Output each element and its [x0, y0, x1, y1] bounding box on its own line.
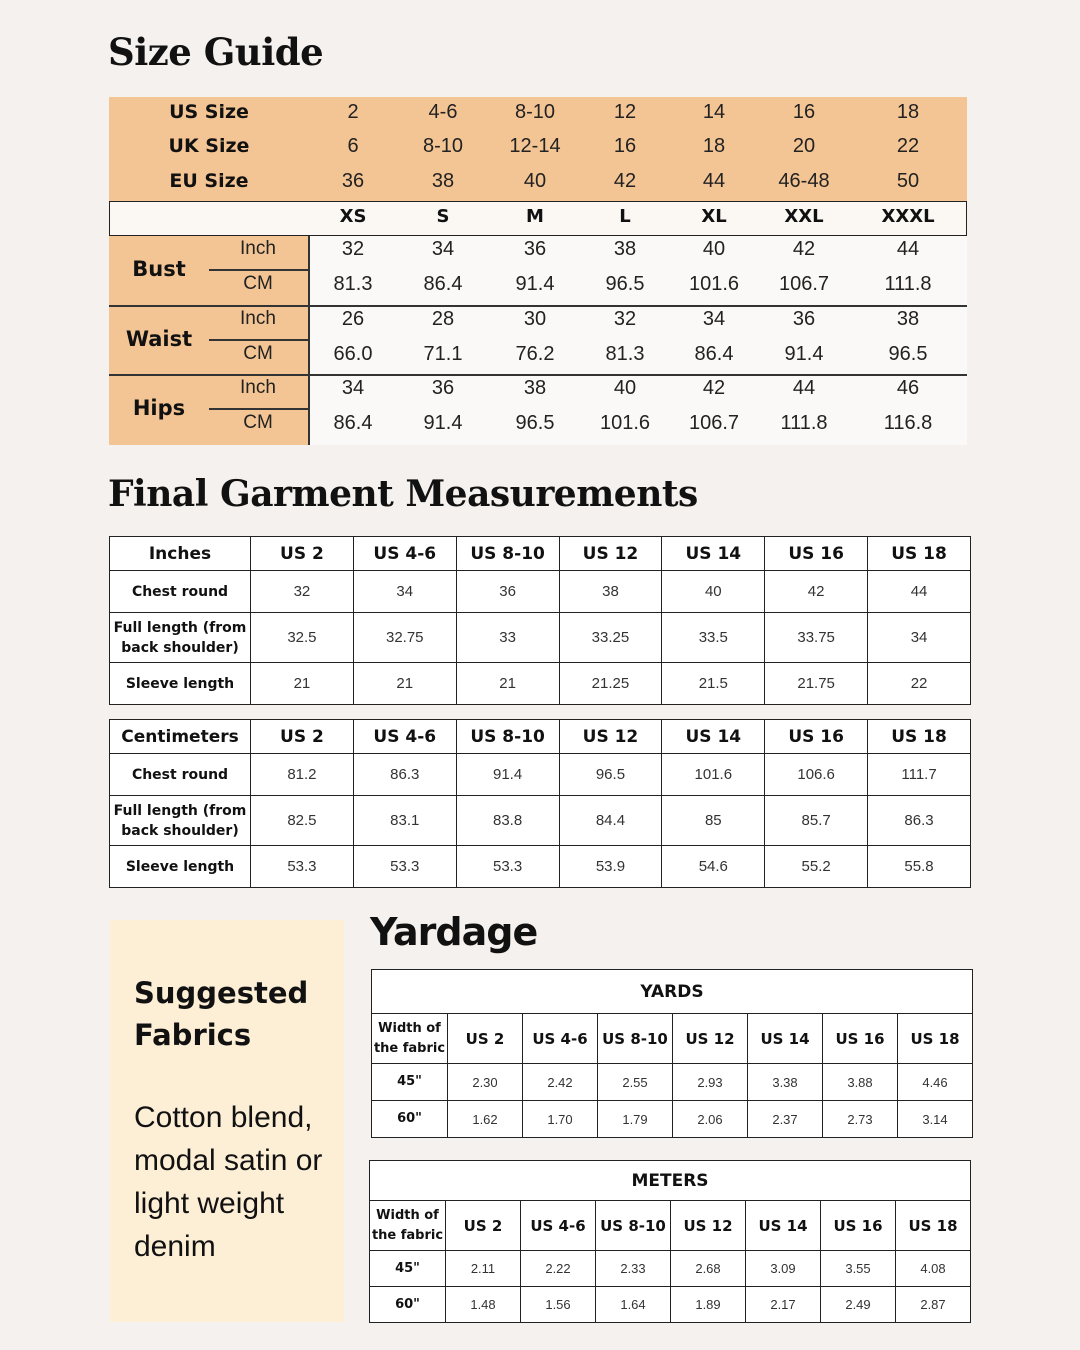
- header-cell: US 12: [673, 1014, 748, 1064]
- inch-value: 42: [792, 238, 816, 260]
- table-row: [110, 663, 971, 705]
- size-value: 16: [792, 101, 816, 123]
- cm-value: 106.7: [688, 412, 740, 434]
- size-value: 12-14: [509, 135, 561, 157]
- value-cell: 55.8: [868, 846, 971, 888]
- cm-value: 86.4: [694, 343, 734, 365]
- value-cell: 85.7: [765, 796, 868, 846]
- cm-value: 91.4: [515, 273, 555, 295]
- cm-value: 66.0: [333, 343, 373, 365]
- table-header-row: [110, 537, 971, 571]
- header-cell: Centimeters: [110, 720, 251, 754]
- value-cell: 21: [251, 663, 354, 705]
- header-cell: US 2: [251, 537, 354, 571]
- inch-value: 44: [896, 238, 920, 260]
- row-label: 60": [372, 1101, 448, 1138]
- letter-size: S: [436, 206, 450, 227]
- value-cell: 2.17: [746, 1287, 821, 1323]
- header-cell: Width of the fabric: [370, 1201, 446, 1251]
- inch-value: 44: [792, 377, 816, 399]
- value-cell: 53.9: [559, 846, 662, 888]
- yardage-yards-table: [371, 969, 973, 1138]
- suggested-fabrics-panel: [110, 920, 344, 1322]
- cm-value: 101.6: [688, 273, 740, 295]
- size-guide-table: [109, 97, 967, 445]
- table-row: [110, 613, 971, 663]
- header-cell: US 2: [446, 1201, 521, 1251]
- table-header-row: [372, 1014, 973, 1064]
- garment-centimeters-table: [109, 719, 971, 888]
- row-label: Sleeve length: [110, 846, 251, 888]
- size-value: 40: [523, 170, 547, 192]
- value-cell: 2.68: [671, 1251, 746, 1287]
- letter-size: L: [619, 206, 631, 227]
- size-value: 50: [896, 170, 920, 192]
- cm-value: 111.8: [780, 412, 828, 434]
- row-label: Chest round: [110, 571, 251, 613]
- table-row: [372, 1101, 973, 1138]
- cm-value: 101.6: [599, 412, 651, 434]
- size-value: 6: [347, 135, 359, 157]
- size-value: 18: [896, 101, 920, 123]
- value-cell: 84.4: [559, 796, 662, 846]
- table-caption-row: [372, 970, 973, 1014]
- cm-value: 81.3: [605, 343, 645, 365]
- label-column-divider: [308, 236, 310, 445]
- size-system-label: UK Size: [168, 135, 250, 157]
- size-value: 8-10: [422, 135, 464, 157]
- row-label: 45": [372, 1064, 448, 1101]
- value-cell: 21: [353, 663, 456, 705]
- inch-value: 34: [341, 377, 365, 399]
- group-divider: [109, 374, 967, 376]
- value-cell: 96.5: [559, 754, 662, 796]
- header-cell: US 4-6: [523, 1014, 598, 1064]
- table-header-row: [370, 1201, 971, 1251]
- header-cell: US 12: [559, 537, 662, 571]
- value-cell: 111.7: [868, 754, 971, 796]
- fabrics-title: Suggested Fabrics: [134, 976, 309, 1052]
- header-cell: US 2: [448, 1014, 523, 1064]
- table-caption: YARDS: [372, 970, 973, 1014]
- inch-value: 38: [523, 377, 547, 399]
- table-row: [110, 796, 971, 846]
- measurement-label: Bust: [132, 257, 186, 281]
- size-value: 8-10: [514, 101, 556, 123]
- cm-value: 91.4: [784, 343, 824, 365]
- unit-label: Inch: [240, 377, 276, 398]
- unit-label: CM: [243, 412, 273, 433]
- size-value: 18: [702, 135, 726, 157]
- value-cell: 1.70: [523, 1101, 598, 1138]
- header-cell: US 2: [251, 720, 354, 754]
- size-value: 16: [613, 135, 637, 157]
- inch-value: 26: [341, 308, 365, 330]
- value-cell: 42: [765, 571, 868, 613]
- cm-value: 96.5: [515, 412, 555, 434]
- header-cell: US 12: [671, 1201, 746, 1251]
- value-cell: 53.3: [353, 846, 456, 888]
- size-value: 42: [613, 170, 637, 192]
- value-cell: 3.14: [898, 1101, 973, 1138]
- unit-divider: [209, 269, 308, 271]
- size-value: 22: [896, 135, 920, 157]
- value-cell: 34: [868, 613, 971, 663]
- value-cell: 86.3: [353, 754, 456, 796]
- size-system-label: EU Size: [169, 170, 249, 192]
- value-cell: 33: [456, 613, 559, 663]
- value-cell: 21.5: [662, 663, 765, 705]
- row-label: Chest round: [110, 754, 251, 796]
- value-cell: 53.3: [456, 846, 559, 888]
- size-system-label: US Size: [169, 101, 249, 123]
- size-value: 44: [702, 170, 726, 192]
- inch-value: 36: [792, 308, 816, 330]
- header-cell: US 16: [765, 537, 868, 571]
- garment-measurements-title: Final Garment Measurements: [108, 473, 698, 515]
- inch-value: 34: [431, 238, 455, 260]
- header-cell: Width of the fabric: [372, 1014, 448, 1064]
- unit-divider: [209, 408, 308, 410]
- cm-value: 81.3: [333, 273, 373, 295]
- letter-size: XXL: [784, 206, 824, 227]
- header-cell: US 8-10: [598, 1014, 673, 1064]
- header-cell: US 4-6: [353, 720, 456, 754]
- table-row: [110, 846, 971, 888]
- value-cell: 1.79: [598, 1101, 673, 1138]
- value-cell: 32.5: [251, 613, 354, 663]
- value-cell: 32.75: [353, 613, 456, 663]
- table-row: [110, 571, 971, 613]
- value-cell: 2.11: [446, 1251, 521, 1287]
- cm-value: 106.7: [778, 273, 830, 295]
- inch-value: 40: [613, 377, 637, 399]
- value-cell: 91.4: [456, 754, 559, 796]
- header-cell: US 18: [896, 1201, 971, 1251]
- inch-value: 30: [523, 308, 547, 330]
- value-cell: 82.5: [251, 796, 354, 846]
- value-cell: 2.42: [523, 1064, 598, 1101]
- value-cell: 2.30: [448, 1064, 523, 1101]
- size-guide-title: Size Guide: [108, 30, 324, 74]
- header-cell: US 8-10: [456, 537, 559, 571]
- unit-label: CM: [243, 273, 273, 294]
- cm-value: 76.2: [515, 343, 555, 365]
- header-cell: US 18: [898, 1014, 973, 1064]
- value-cell: 36: [456, 571, 559, 613]
- header-cell: US 18: [868, 537, 971, 571]
- value-cell: 38: [559, 571, 662, 613]
- size-value: 4-6: [428, 101, 458, 123]
- value-cell: 1.48: [446, 1287, 521, 1323]
- value-cell: 2.93: [673, 1064, 748, 1101]
- value-cell: 2.55: [598, 1064, 673, 1101]
- header-cell: US 16: [821, 1201, 896, 1251]
- header-cell: US 8-10: [456, 720, 559, 754]
- unit-divider: [209, 339, 308, 341]
- header-cell: Inches: [110, 537, 251, 571]
- value-cell: 86.3: [868, 796, 971, 846]
- value-cell: 2.49: [821, 1287, 896, 1323]
- size-value: 12: [613, 101, 637, 123]
- value-cell: 2.06: [673, 1101, 748, 1138]
- value-cell: 83.8: [456, 796, 559, 846]
- value-cell: 106.6: [765, 754, 868, 796]
- value-cell: 33.25: [559, 613, 662, 663]
- inch-value: 28: [431, 308, 455, 330]
- value-cell: 2.33: [596, 1251, 671, 1287]
- yardage-meters-table: [369, 1160, 971, 1323]
- value-cell: 1.64: [596, 1287, 671, 1323]
- value-cell: 53.3: [251, 846, 354, 888]
- value-cell: 1.89: [671, 1287, 746, 1323]
- value-cell: 2.87: [896, 1287, 971, 1323]
- garment-inches-table: [109, 536, 971, 705]
- size-value: 20: [792, 135, 816, 157]
- cm-value: 86.4: [423, 273, 463, 295]
- value-cell: 3.88: [823, 1064, 898, 1101]
- inch-value: 40: [702, 238, 726, 260]
- value-cell: 3.09: [746, 1251, 821, 1287]
- table-row: [372, 1064, 973, 1101]
- value-cell: 2.22: [521, 1251, 596, 1287]
- unit-label: Inch: [240, 308, 276, 329]
- header-cell: US 16: [823, 1014, 898, 1064]
- table-row: [370, 1287, 971, 1323]
- value-cell: 101.6: [662, 754, 765, 796]
- value-cell: 33.5: [662, 613, 765, 663]
- value-cell: 3.55: [821, 1251, 896, 1287]
- value-cell: 2.37: [748, 1101, 823, 1138]
- value-cell: 1.62: [448, 1101, 523, 1138]
- value-cell: 22: [868, 663, 971, 705]
- value-cell: 40: [662, 571, 765, 613]
- header-cell: US 14: [662, 537, 765, 571]
- letter-size: XXXL: [881, 206, 935, 227]
- value-cell: 4.08: [896, 1251, 971, 1287]
- table-caption-row: [370, 1161, 971, 1201]
- header-cell: US 16: [765, 720, 868, 754]
- cm-value: 86.4: [333, 412, 373, 434]
- cm-value: 111.8: [884, 273, 932, 295]
- size-value: 38: [431, 170, 455, 192]
- inch-value: 32: [341, 238, 365, 260]
- cm-value: 71.1: [423, 343, 463, 365]
- value-cell: 55.2: [765, 846, 868, 888]
- row-label: Full length (from back shoulder): [110, 613, 251, 663]
- table-header-row: [110, 720, 971, 754]
- letter-size: XS: [339, 206, 367, 227]
- letter-size: M: [526, 206, 544, 227]
- size-value: 36: [341, 170, 365, 192]
- inch-value: 32: [613, 308, 637, 330]
- value-cell: 3.38: [748, 1064, 823, 1101]
- row-label: Sleeve length: [110, 663, 251, 705]
- value-cell: 4.46: [898, 1064, 973, 1101]
- cm-value: 96.5: [605, 273, 645, 295]
- value-cell: 34: [353, 571, 456, 613]
- value-cell: 2.73: [823, 1101, 898, 1138]
- value-cell: 81.2: [251, 754, 354, 796]
- value-cell: 1.56: [521, 1287, 596, 1323]
- measurement-label: Hips: [132, 396, 186, 420]
- letter-size: XL: [701, 206, 727, 227]
- header-cell: US 14: [746, 1201, 821, 1251]
- header-cell: US 14: [748, 1014, 823, 1064]
- header-cell: US 12: [559, 720, 662, 754]
- inch-value: 38: [613, 238, 637, 260]
- inch-value: 38: [896, 308, 920, 330]
- unit-label: Inch: [240, 238, 276, 259]
- row-label: 45": [370, 1251, 446, 1287]
- value-cell: 21.75: [765, 663, 868, 705]
- value-cell: 21.25: [559, 663, 662, 705]
- size-value: 46-48: [778, 170, 830, 192]
- measurement-label: Waist: [125, 327, 193, 351]
- cm-value: 116.8: [883, 412, 933, 434]
- header-cell: US 8-10: [596, 1201, 671, 1251]
- row-label: Full length (from back shoulder): [110, 796, 251, 846]
- header-cell: US 14: [662, 720, 765, 754]
- value-cell: 32: [251, 571, 354, 613]
- header-cell: US 18: [868, 720, 971, 754]
- table-caption: METERS: [370, 1161, 971, 1201]
- fabrics-text: Cotton blend, modal satin or light weight denim: [134, 1101, 323, 1263]
- value-cell: 21: [456, 663, 559, 705]
- value-cell: 85: [662, 796, 765, 846]
- size-value: 14: [702, 101, 726, 123]
- inch-value: 36: [431, 377, 455, 399]
- table-row: [110, 754, 971, 796]
- cm-value: 96.5: [888, 343, 928, 365]
- inch-value: 36: [523, 238, 547, 260]
- value-cell: 54.6: [662, 846, 765, 888]
- value-cell: 33.75: [765, 613, 868, 663]
- inch-value: 42: [702, 377, 726, 399]
- inch-value: 46: [896, 377, 920, 399]
- header-cell: US 4-6: [521, 1201, 596, 1251]
- table-row: [370, 1251, 971, 1287]
- value-cell: 83.1: [353, 796, 456, 846]
- group-divider: [109, 305, 967, 307]
- size-value: 2: [347, 101, 359, 123]
- value-cell: 44: [868, 571, 971, 613]
- yardage-title: Yardage: [370, 910, 538, 954]
- row-label: 60": [370, 1287, 446, 1323]
- inch-value: 34: [702, 308, 726, 330]
- unit-label: CM: [243, 343, 273, 364]
- cm-value: 91.4: [423, 412, 463, 434]
- header-cell: US 4-6: [353, 537, 456, 571]
